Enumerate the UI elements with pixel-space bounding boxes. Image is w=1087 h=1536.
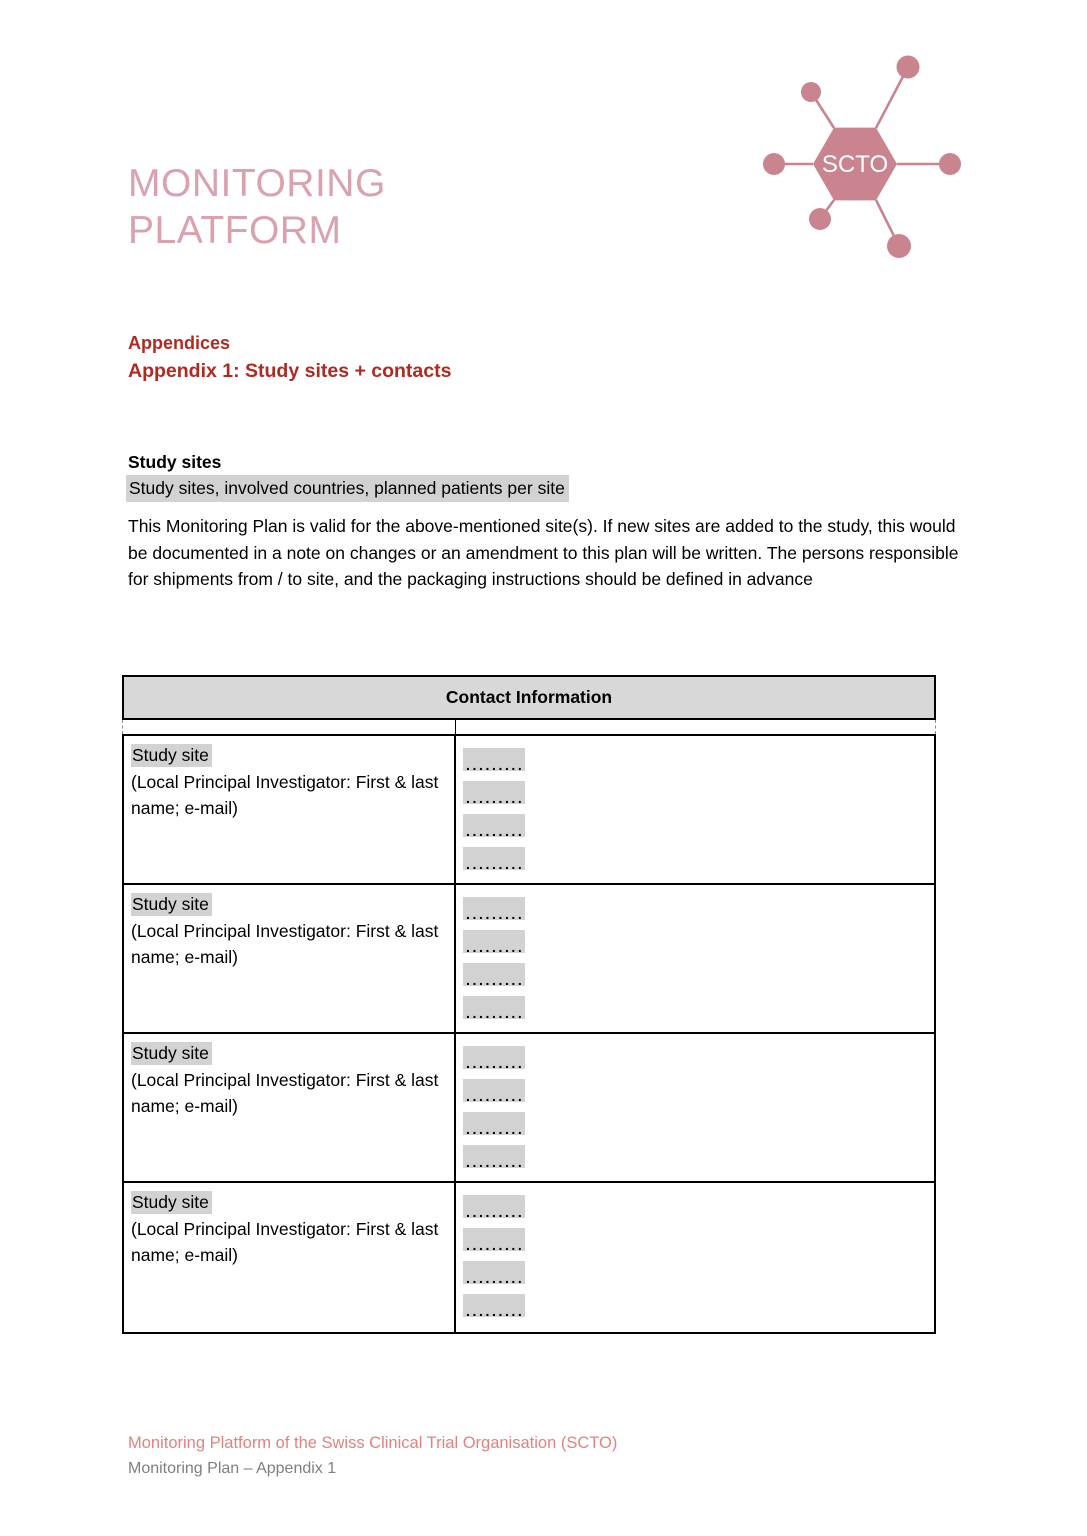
- logo-text: SCTO: [821, 151, 889, 178]
- footer-organisation: Monitoring Platform of the Swiss Clinical Trial Organisation (SCTO): [128, 1434, 618, 1452]
- placeholder-field[interactable]: .........: [463, 781, 525, 804]
- study-site-label: Study site: [131, 1191, 212, 1214]
- placeholder-field[interactable]: .........: [463, 1294, 525, 1317]
- table-row: [124, 736, 934, 885]
- brand-line-monitoring: MONITORING: [128, 162, 386, 205]
- highlighted-subtitle-text: Study sites, involved countries, planned patients per site: [126, 475, 569, 502]
- table-spacer-row: [122, 720, 936, 734]
- highlighted-subtitle: [126, 478, 569, 499]
- placeholder-field[interactable]: .........: [463, 1112, 525, 1135]
- study-site-label: Study site: [131, 893, 212, 916]
- study-site-sublabel: (Local Principal Investigator: First & last name; e-mail): [131, 1070, 439, 1116]
- study-site-label-cell: [124, 1034, 456, 1181]
- placeholder-field[interactable]: .........: [463, 1145, 525, 1168]
- table-header: Contact Information: [122, 675, 936, 720]
- placeholder-field[interactable]: .........: [463, 996, 525, 1019]
- table-row: [124, 885, 934, 1034]
- study-site-sublabel: (Local Principal Investigator: First & last name; e-mail): [131, 772, 439, 818]
- table-row: [124, 1183, 934, 1332]
- placeholder-field[interactable]: .........: [463, 897, 525, 920]
- placeholder-field[interactable]: .........: [463, 1046, 525, 1069]
- study-site-sublabel: (Local Principal Investigator: First & last name; e-mail): [131, 921, 439, 967]
- placeholder-field[interactable]: .........: [463, 1261, 525, 1284]
- spacer-column-divider: [455, 720, 456, 734]
- study-site-label: Study site: [131, 1042, 212, 1065]
- contact-entry-cell: [456, 736, 934, 883]
- study-site-label: Study site: [131, 744, 212, 767]
- placeholder-field[interactable]: .........: [463, 847, 525, 870]
- heading-appendices: Appendices: [128, 333, 231, 353]
- contact-entry-cell: [456, 1034, 934, 1181]
- scto-logo-icon: [745, 38, 975, 273]
- placeholder-field[interactable]: .........: [463, 1195, 525, 1218]
- placeholder-field[interactable]: .........: [463, 963, 525, 986]
- brand-line-platform: PLATFORM: [128, 209, 342, 252]
- placeholder-field[interactable]: .........: [463, 1079, 525, 1102]
- brand-wordmark: [128, 160, 386, 254]
- study-site-label-cell: [124, 1183, 456, 1332]
- study-site-sublabel: (Local Principal Investigator: First & last name; e-mail): [131, 1219, 439, 1265]
- placeholder-field[interactable]: .........: [463, 1228, 525, 1251]
- table-body: [122, 734, 936, 1334]
- intro-paragraph: This Monitoring Plan is valid for the above-mentioned site(s). If new sites are added to the study, this would be documented in a note on changes or an amendment to this plan will be written. The persons responsible for shipments from / to site, and the packaging instructions should be defined in advance: [128, 516, 959, 589]
- placeholder-field[interactable]: .........: [463, 814, 525, 837]
- heading-appendix1: Appendix 1: Study sites + contacts: [128, 360, 452, 382]
- study-site-label-cell: [124, 885, 456, 1032]
- placeholder-field[interactable]: .........: [463, 748, 525, 771]
- table-row: [124, 1034, 934, 1183]
- study-site-label-cell: [124, 736, 456, 883]
- contact-information-table: [122, 675, 936, 1334]
- contact-entry-cell: [456, 1183, 934, 1332]
- heading-study-sites: Study sites: [128, 452, 222, 472]
- contact-entry-cell: [456, 885, 934, 1032]
- placeholder-field[interactable]: .........: [463, 930, 525, 953]
- footer-document-title: Monitoring Plan – Appendix 1: [128, 1460, 337, 1477]
